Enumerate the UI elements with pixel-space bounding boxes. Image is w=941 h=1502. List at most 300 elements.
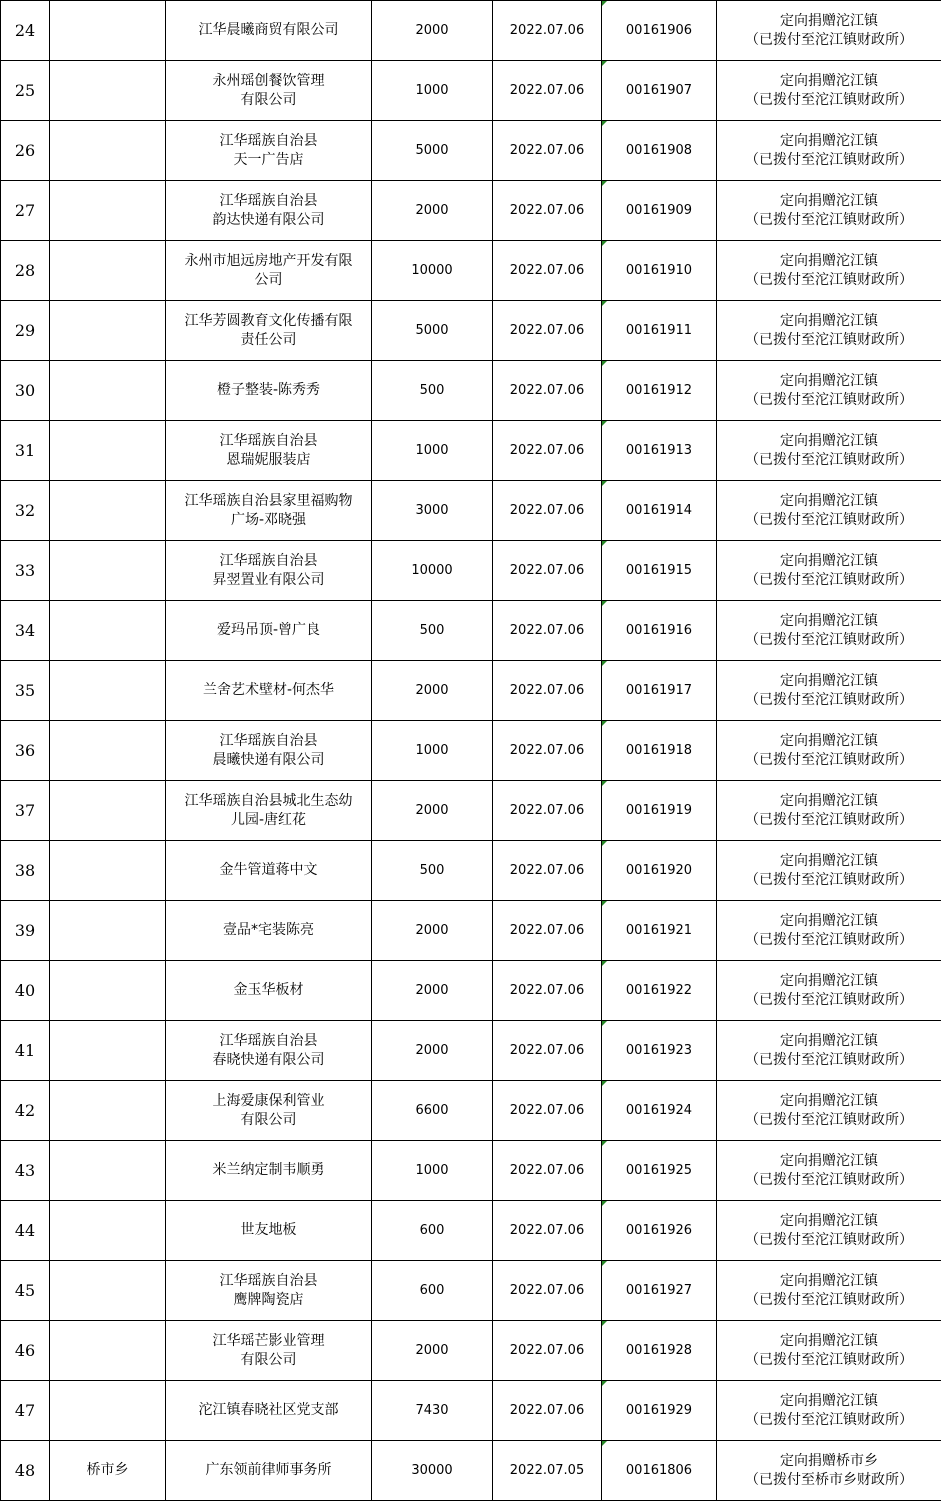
date-cell — [493, 1, 602, 61]
table-row — [1, 1381, 941, 1441]
row-number-cell — [1, 421, 50, 481]
donor-name-line: 有限公司 — [240, 1351, 297, 1368]
donation-date: 2022.07.06 — [509, 263, 585, 278]
receipt-number: 00161906 — [625, 23, 693, 38]
row-number-cell — [1, 541, 50, 601]
donation-purpose-line: 定向捐赠沱江镇 — [780, 1332, 878, 1349]
donor-cell — [166, 421, 372, 481]
row-number-cell — [1, 721, 50, 781]
donation-purpose-line: （已拨付至沱江镇财政所） — [745, 991, 913, 1008]
cell-comment-marker-icon — [602, 1261, 607, 1266]
donation-purpose-line: （已拨付至沱江镇财政所） — [745, 691, 913, 708]
receipt-cell — [602, 901, 717, 961]
donation-amount: 6600 — [415, 1103, 449, 1118]
town-cell — [50, 241, 166, 301]
date-cell — [493, 781, 602, 841]
amount-cell — [372, 121, 493, 181]
cell-comment-marker-icon — [602, 1321, 607, 1326]
purpose-cell — [717, 421, 941, 481]
donation-date: 2022.07.06 — [509, 1163, 585, 1178]
row-number-cell — [1, 661, 50, 721]
donation-date: 2022.07.06 — [509, 803, 585, 818]
donor-name-line: 爱玛吊顶-曾广良 — [216, 622, 321, 638]
table-row — [1, 841, 941, 901]
town-cell — [50, 1021, 166, 1081]
cell-comment-marker-icon — [602, 1441, 607, 1446]
donation-amount: 2000 — [415, 203, 449, 218]
donation-amount: 2000 — [415, 1343, 449, 1358]
town-cell — [50, 481, 166, 541]
donor-cell — [166, 121, 372, 181]
donation-purpose-line: 定向捐赠沱江镇 — [780, 672, 878, 689]
amount-cell — [372, 961, 493, 1021]
date-cell — [493, 1261, 602, 1321]
donation-date: 2022.07.06 — [509, 1343, 585, 1358]
row-number: 28 — [14, 261, 36, 280]
cell-comment-marker-icon — [602, 181, 607, 186]
donation-purpose-line: （已拨付至沱江镇财政所） — [745, 1111, 913, 1128]
donation-amount: 2000 — [415, 1043, 449, 1058]
purpose-cell — [717, 181, 941, 241]
donor-name-line: 江华芳圆教育文化传播有限 — [184, 312, 353, 329]
receipt-cell — [602, 121, 717, 181]
donation-amount: 30000 — [411, 1463, 453, 1478]
row-number: 35 — [14, 681, 36, 700]
date-cell — [493, 961, 602, 1021]
date-cell — [493, 181, 602, 241]
donation-amount: 2000 — [415, 683, 449, 698]
donation-amount: 5000 — [415, 143, 449, 158]
donation-amount: 500 — [419, 383, 445, 398]
row-number-cell — [1, 1441, 50, 1501]
donor-name-line: 春晓快递有限公司 — [212, 1051, 325, 1068]
cell-comment-marker-icon — [602, 781, 607, 786]
town-cell — [50, 601, 166, 661]
row-number-cell — [1, 1021, 50, 1081]
amount-cell — [372, 661, 493, 721]
donation-date: 2022.07.06 — [509, 983, 585, 998]
receipt-number: 00161926 — [625, 1223, 693, 1238]
donation-purpose-line: 定向捐赠沱江镇 — [780, 1092, 878, 1109]
row-number-cell — [1, 181, 50, 241]
date-cell — [493, 301, 602, 361]
donor-cell — [166, 781, 372, 841]
table-row — [1, 1, 941, 61]
cell-comment-marker-icon — [602, 601, 607, 606]
amount-cell — [372, 361, 493, 421]
donation-purpose-line: 定向捐赠沱江镇 — [780, 1032, 878, 1049]
table-row — [1, 961, 941, 1021]
receipt-cell — [602, 721, 717, 781]
donation-date: 2022.07.06 — [509, 863, 585, 878]
donation-purpose-line: （已拨付至沱江镇财政所） — [745, 91, 913, 108]
town-name: 桥市乡 — [86, 1462, 129, 1478]
donor-name-line: 有限公司 — [240, 91, 297, 108]
table-row — [1, 1201, 941, 1261]
table-row — [1, 421, 941, 481]
town-cell — [50, 1381, 166, 1441]
receipt-number: 00161922 — [625, 983, 693, 998]
row-number-cell — [1, 601, 50, 661]
receipt-cell — [602, 481, 717, 541]
town-cell — [50, 1261, 166, 1321]
row-number: 38 — [14, 861, 36, 880]
amount-cell — [372, 1, 493, 61]
town-cell — [50, 121, 166, 181]
donor-cell — [166, 361, 372, 421]
table-row — [1, 1141, 941, 1201]
receipt-cell — [602, 541, 717, 601]
receipt-number: 00161910 — [625, 263, 693, 278]
donation-purpose-line: （已拨付至沱江镇财政所） — [745, 931, 913, 948]
donor-name-line: 兰舍艺术壁材-何杰华 — [202, 682, 335, 698]
donor-name-line: 江华瑶族自治县城北生态幼 — [184, 792, 353, 809]
town-cell — [50, 421, 166, 481]
donor-name-line: 江华瑶族自治县 — [219, 132, 318, 149]
purpose-cell — [717, 1021, 941, 1081]
donor-name-line: 米兰纳定制韦顺勇 — [212, 1162, 325, 1178]
donation-date: 2022.07.06 — [509, 203, 585, 218]
date-cell — [493, 541, 602, 601]
donation-date: 2022.07.06 — [509, 83, 585, 98]
donation-date: 2022.07.06 — [509, 623, 585, 638]
donation-purpose-line: （已拨付至沱江镇财政所） — [745, 1411, 913, 1428]
donation-amount: 10000 — [411, 263, 453, 278]
purpose-cell — [717, 1201, 941, 1261]
donor-cell — [166, 1441, 372, 1501]
donation-amount: 2000 — [415, 23, 449, 38]
donor-cell — [166, 1201, 372, 1261]
date-cell — [493, 901, 602, 961]
purpose-cell — [717, 241, 941, 301]
cell-comment-marker-icon — [602, 661, 607, 666]
receipt-cell — [602, 781, 717, 841]
receipt-number: 00161929 — [625, 1403, 693, 1418]
table-row — [1, 361, 941, 421]
row-number-cell — [1, 781, 50, 841]
donation-purpose-line: 定向捐赠沱江镇 — [780, 1272, 878, 1289]
purpose-cell — [717, 781, 941, 841]
receipt-cell — [602, 661, 717, 721]
donation-amount: 1000 — [415, 1163, 449, 1178]
receipt-number: 00161913 — [625, 443, 693, 458]
town-cell — [50, 1, 166, 61]
donation-purpose-line: 定向捐赠沱江镇 — [780, 552, 878, 569]
row-number-cell — [1, 361, 50, 421]
receipt-cell — [602, 1, 717, 61]
amount-cell — [372, 601, 493, 661]
table-row — [1, 481, 941, 541]
receipt-cell — [602, 301, 717, 361]
town-cell — [50, 181, 166, 241]
donation-purpose-line: 定向捐赠沱江镇 — [780, 432, 878, 449]
row-number: 33 — [14, 561, 36, 580]
row-number: 45 — [14, 1281, 36, 1300]
donation-purpose-line: 定向捐赠沱江镇 — [780, 72, 878, 89]
purpose-cell — [717, 901, 941, 961]
donation-purpose-line: 定向捐赠沱江镇 — [780, 732, 878, 749]
donor-name-line: 江华瑶族自治县 — [219, 732, 318, 749]
date-cell — [493, 1441, 602, 1501]
cell-comment-marker-icon — [602, 1021, 607, 1026]
town-cell — [50, 361, 166, 421]
date-cell — [493, 1381, 602, 1441]
donor-name-line: 广场-邓晓强 — [230, 511, 307, 528]
amount-cell — [372, 721, 493, 781]
donation-purpose-line: 定向捐赠沱江镇 — [780, 1152, 878, 1169]
donation-amount: 2000 — [415, 983, 449, 998]
donor-name-line: 晨曦快递有限公司 — [212, 751, 325, 768]
date-cell — [493, 361, 602, 421]
amount-cell — [372, 1441, 493, 1501]
cell-comment-marker-icon — [602, 901, 607, 906]
donation-purpose-line: 定向捐赠沱江镇 — [780, 612, 878, 629]
donation-amount: 500 — [419, 863, 445, 878]
donor-cell — [166, 1381, 372, 1441]
donor-cell — [166, 1141, 372, 1201]
table-row — [1, 721, 941, 781]
donation-purpose-line: （已拨付至沱江镇财政所） — [745, 451, 913, 468]
purpose-cell — [717, 361, 941, 421]
row-number: 37 — [14, 801, 36, 820]
donation-purpose-line: （已拨付至沱江镇财政所） — [745, 331, 913, 348]
donation-purpose-line: （已拨付至沱江镇财政所） — [745, 571, 913, 588]
donor-cell — [166, 721, 372, 781]
receipt-number: 00161911 — [625, 323, 693, 338]
town-cell — [50, 661, 166, 721]
donation-purpose-line: （已拨付至沱江镇财政所） — [745, 211, 913, 228]
row-number: 47 — [14, 1401, 36, 1420]
town-cell — [50, 841, 166, 901]
table-row — [1, 601, 941, 661]
receipt-cell — [602, 1201, 717, 1261]
row-number-cell — [1, 1381, 50, 1441]
town-cell — [50, 61, 166, 121]
receipt-cell — [602, 1261, 717, 1321]
receipt-number: 00161806 — [625, 1463, 693, 1478]
amount-cell — [372, 481, 493, 541]
receipt-cell — [602, 421, 717, 481]
donor-name-line: 江华瑶族自治县家里福购物 — [184, 492, 353, 509]
cell-comment-marker-icon — [602, 301, 607, 306]
donation-purpose-line: 定向捐赠沱江镇 — [780, 912, 878, 929]
purpose-cell — [717, 61, 941, 121]
date-cell — [493, 61, 602, 121]
donation-date: 2022.07.06 — [509, 923, 585, 938]
row-number: 44 — [14, 1221, 36, 1240]
row-number-cell — [1, 1201, 50, 1261]
donor-cell — [166, 1081, 372, 1141]
date-cell — [493, 1081, 602, 1141]
donation-purpose-line: 定向捐赠沱江镇 — [780, 192, 878, 209]
town-cell — [50, 1141, 166, 1201]
row-number: 40 — [14, 981, 36, 1000]
town-cell — [50, 961, 166, 1021]
donor-name-line: 世友地板 — [240, 1222, 297, 1238]
town-cell — [50, 1201, 166, 1261]
purpose-cell — [717, 1261, 941, 1321]
donor-cell — [166, 901, 372, 961]
amount-cell — [372, 841, 493, 901]
donation-amount: 1000 — [415, 443, 449, 458]
receipt-cell — [602, 361, 717, 421]
receipt-number: 00161914 — [625, 503, 693, 518]
row-number-cell — [1, 961, 50, 1021]
receipt-cell — [602, 1021, 717, 1081]
date-cell — [493, 1021, 602, 1081]
donor-cell — [166, 541, 372, 601]
receipt-number: 00161912 — [625, 383, 693, 398]
receipt-number: 00161927 — [625, 1283, 693, 1298]
receipt-cell — [602, 841, 717, 901]
row-number-cell — [1, 481, 50, 541]
row-number-cell — [1, 121, 50, 181]
table-row — [1, 901, 941, 961]
donation-purpose-line: （已拨付至沱江镇财政所） — [745, 31, 913, 48]
receipt-cell — [602, 961, 717, 1021]
cell-comment-marker-icon — [602, 121, 607, 126]
amount-cell — [372, 1021, 493, 1081]
donation-purpose-line: 定向捐赠沱江镇 — [780, 12, 878, 29]
row-number: 26 — [14, 141, 36, 160]
purpose-cell — [717, 721, 941, 781]
donation-purpose-line: 定向捐赠沱江镇 — [780, 1392, 878, 1409]
row-number: 25 — [14, 81, 36, 100]
date-cell — [493, 241, 602, 301]
cell-comment-marker-icon — [602, 1, 607, 6]
purpose-cell — [717, 961, 941, 1021]
row-number: 43 — [14, 1161, 36, 1180]
donation-amount: 10000 — [411, 563, 453, 578]
table-row — [1, 541, 941, 601]
receipt-number: 00161921 — [625, 923, 693, 938]
cell-comment-marker-icon — [602, 721, 607, 726]
donor-name-line: 有限公司 — [240, 1111, 297, 1128]
cell-comment-marker-icon — [602, 961, 607, 966]
town-cell — [50, 721, 166, 781]
table-row — [1, 1021, 941, 1081]
donation-date: 2022.07.06 — [509, 503, 585, 518]
donation-purpose-line: 定向捐赠沱江镇 — [780, 972, 878, 989]
donation-amount: 600 — [419, 1283, 445, 1298]
donation-purpose-line: （已拨付至沱江镇财政所） — [745, 1051, 913, 1068]
donation-amount: 2000 — [415, 923, 449, 938]
donor-name-line: 责任公司 — [240, 331, 297, 348]
donation-purpose-line: （已拨付至沱江镇财政所） — [745, 1231, 913, 1248]
donation-purpose-line: （已拨付至沱江镇财政所） — [745, 751, 913, 768]
cell-comment-marker-icon — [602, 421, 607, 426]
donation-purpose-line: 定向捐赠沱江镇 — [780, 372, 878, 389]
cell-comment-marker-icon — [602, 1201, 607, 1206]
donor-cell — [166, 1321, 372, 1381]
table-row — [1, 121, 941, 181]
purpose-cell — [717, 541, 941, 601]
date-cell — [493, 1141, 602, 1201]
table-row — [1, 1441, 941, 1501]
donation-date: 2022.07.06 — [509, 1283, 585, 1298]
receipt-number: 00161907 — [625, 83, 693, 98]
donor-name-line: 恩瑞妮服装店 — [226, 451, 311, 468]
purpose-cell — [717, 1, 941, 61]
donor-name-line: 广东领前律师事务所 — [205, 1462, 332, 1478]
receipt-number: 00161925 — [625, 1163, 693, 1178]
row-number: 32 — [14, 501, 36, 520]
donor-name-line: 公司 — [254, 271, 283, 288]
receipt-cell — [602, 181, 717, 241]
donation-purpose-line: 定向捐赠沱江镇 — [780, 492, 878, 509]
table-row — [1, 241, 941, 301]
donation-amount: 7430 — [415, 1403, 449, 1418]
donor-cell — [166, 601, 372, 661]
amount-cell — [372, 1201, 493, 1261]
row-number-cell — [1, 841, 50, 901]
receipt-cell — [602, 1321, 717, 1381]
row-number: 24 — [14, 21, 36, 40]
donation-purpose-line: 定向捐赠沱江镇 — [780, 132, 878, 149]
row-number: 42 — [14, 1101, 36, 1120]
donation-amount: 2000 — [415, 803, 449, 818]
donation-date: 2022.07.06 — [509, 1103, 585, 1118]
purpose-cell — [717, 601, 941, 661]
donation-purpose-line: （已拨付至沱江镇财政所） — [745, 811, 913, 828]
date-cell — [493, 121, 602, 181]
amount-cell — [372, 901, 493, 961]
receipt-cell — [602, 241, 717, 301]
amount-cell — [372, 1381, 493, 1441]
town-cell — [50, 1081, 166, 1141]
donation-date: 2022.07.05 — [509, 1463, 585, 1478]
row-number-cell — [1, 61, 50, 121]
cell-comment-marker-icon — [602, 61, 607, 66]
town-cell — [50, 1321, 166, 1381]
row-number: 30 — [14, 381, 36, 400]
purpose-cell — [717, 301, 941, 361]
purpose-cell — [717, 1381, 941, 1441]
donation-purpose-line: （已拨付至沱江镇财政所） — [745, 1351, 913, 1368]
receipt-number: 00161918 — [625, 743, 693, 758]
date-cell — [493, 421, 602, 481]
donor-cell — [166, 661, 372, 721]
donation-table-body — [1, 1, 941, 1501]
donor-cell — [166, 241, 372, 301]
table-row — [1, 661, 941, 721]
row-number-cell — [1, 901, 50, 961]
row-number-cell — [1, 1261, 50, 1321]
donation-purpose-line: （已拨付至沱江镇财政所） — [745, 151, 913, 168]
receipt-number: 00161915 — [625, 563, 693, 578]
donor-name-line: 江华瑶族自治县 — [219, 552, 318, 569]
donation-purpose-line: 定向捐赠沱江镇 — [780, 792, 878, 809]
town-cell — [50, 301, 166, 361]
row-number-cell — [1, 1081, 50, 1141]
table-row — [1, 61, 941, 121]
purpose-cell — [717, 1321, 941, 1381]
amount-cell — [372, 781, 493, 841]
donation-purpose-line: （已拨付至桥市乡财政所） — [745, 1471, 913, 1488]
amount-cell — [372, 541, 493, 601]
donor-name-line: 江华瑶族自治县 — [219, 1032, 318, 1049]
receipt-number: 00161924 — [625, 1103, 693, 1118]
receipt-number: 00161928 — [625, 1343, 693, 1358]
purpose-cell — [717, 661, 941, 721]
table-row — [1, 181, 941, 241]
row-number: 39 — [14, 921, 36, 940]
donation-date: 2022.07.06 — [509, 1403, 585, 1418]
donor-name-line: 壹品*宅装陈亮 — [223, 922, 314, 938]
date-cell — [493, 661, 602, 721]
row-number-cell — [1, 1141, 50, 1201]
cell-comment-marker-icon — [602, 541, 607, 546]
